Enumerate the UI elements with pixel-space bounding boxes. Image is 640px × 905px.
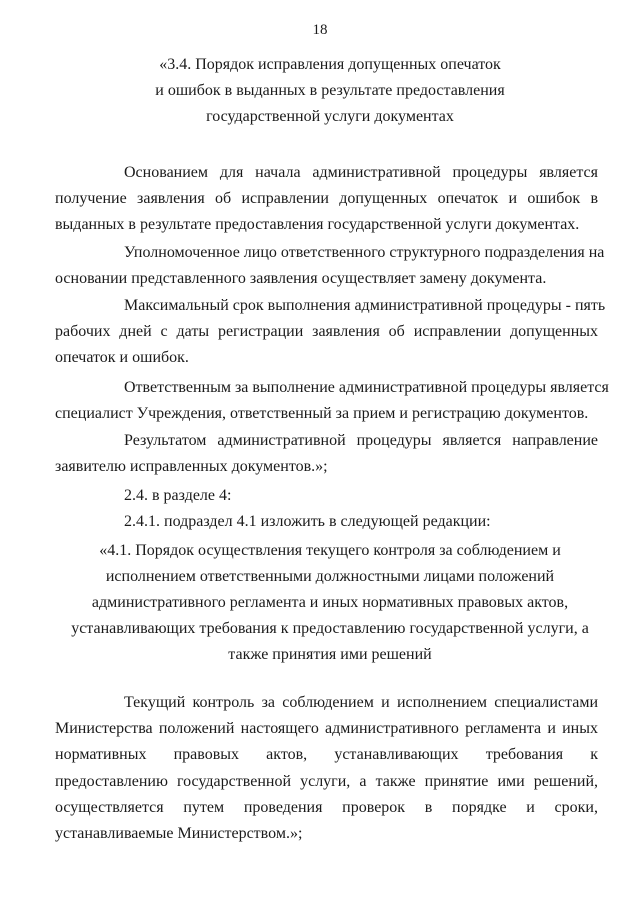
paragraph-section-4 — [87, 483, 598, 509]
paragraph-line: устанавливаемые Министерством.»; — [55, 824, 303, 842]
paragraph-line: 2.4.1. подраздел 4.1 изложить в следующей редакции: — [124, 513, 491, 530]
paragraph-line: специалист Учреждения, ответственный за прием и регистрацию документов. — [55, 405, 589, 423]
heading-line: исполнением ответственными должностными лицами положений — [105, 568, 555, 585]
section-heading-4-1 — [60, 538, 600, 668]
paragraph-line: Результатом административной процедуры является направление — [124, 432, 598, 449]
paragraph-line: рабочих дней с даты регистрации заявления об исправлении допущенных — [55, 323, 598, 341]
section-heading-3-4 — [60, 52, 600, 130]
heading-line: также принятия ими решений — [228, 646, 432, 663]
paragraph-basis — [55, 160, 598, 239]
paragraph-line: выданных в результате предоставления государственной услуги документах. — [55, 216, 580, 234]
paragraph-authorized-person — [55, 240, 605, 292]
paragraph-current-control — [55, 690, 598, 847]
paragraph-subsection-4-1 — [87, 509, 598, 535]
paragraph-line: Министерства положений настоящего административного регламента и иных — [55, 720, 598, 738]
paragraph-line: заявителю исправленных документов.»; — [55, 458, 328, 476]
paragraph-max-term — [55, 293, 606, 372]
paragraph-line: опечаток и ошибок. — [55, 349, 189, 367]
paragraph-line: нормативных правовых актов, устанавливающих требования к — [55, 746, 598, 764]
paragraph-line: Текущий контроль за соблюдением и исполнением специалистами — [124, 694, 598, 711]
paragraph-responsible — [55, 375, 609, 427]
paragraph-line: предоставлению государственной услуги, а также принятие ими решений, — [55, 772, 598, 790]
heading-line: административного регламента и иных нормативных правовых актов, — [91, 594, 569, 611]
heading-line: «3.4. Порядок исправления допущенных опечаток — [159, 56, 501, 73]
page-number: 18 — [312, 22, 328, 38]
paragraph-line: осуществляется путем проведения проверок в порядке и сроки, — [55, 798, 598, 816]
paragraph-line: получение заявления об исправлении допущенных опечаток и ошибок в — [55, 190, 598, 208]
paragraph-line: Уполномоченное лицо ответственного структурного подразделения на — [124, 244, 605, 261]
paragraph-line: основании представленного заявления осуществляет замену документа. — [55, 270, 547, 288]
paragraph-line: Максимальный срок выполнения административной процедуры - пять — [124, 297, 606, 314]
paragraph-result — [55, 428, 598, 480]
paragraph-line: Ответственным за выполнение административной процедуры является — [124, 379, 609, 396]
paragraph-line: Основанием для начала административной процедуры является — [124, 164, 598, 181]
heading-line: государственной услуги документах — [206, 108, 454, 125]
heading-line: устанавливающих требования к предоставлению государственной услуги, а — [71, 620, 589, 637]
heading-line: «4.1. Порядок осуществления текущего контроля за соблюдением и — [99, 542, 561, 559]
heading-line: и ошибок в выданных в результате предоставления — [155, 82, 505, 99]
paragraph-line: 2.4. в разделе 4: — [124, 487, 232, 504]
